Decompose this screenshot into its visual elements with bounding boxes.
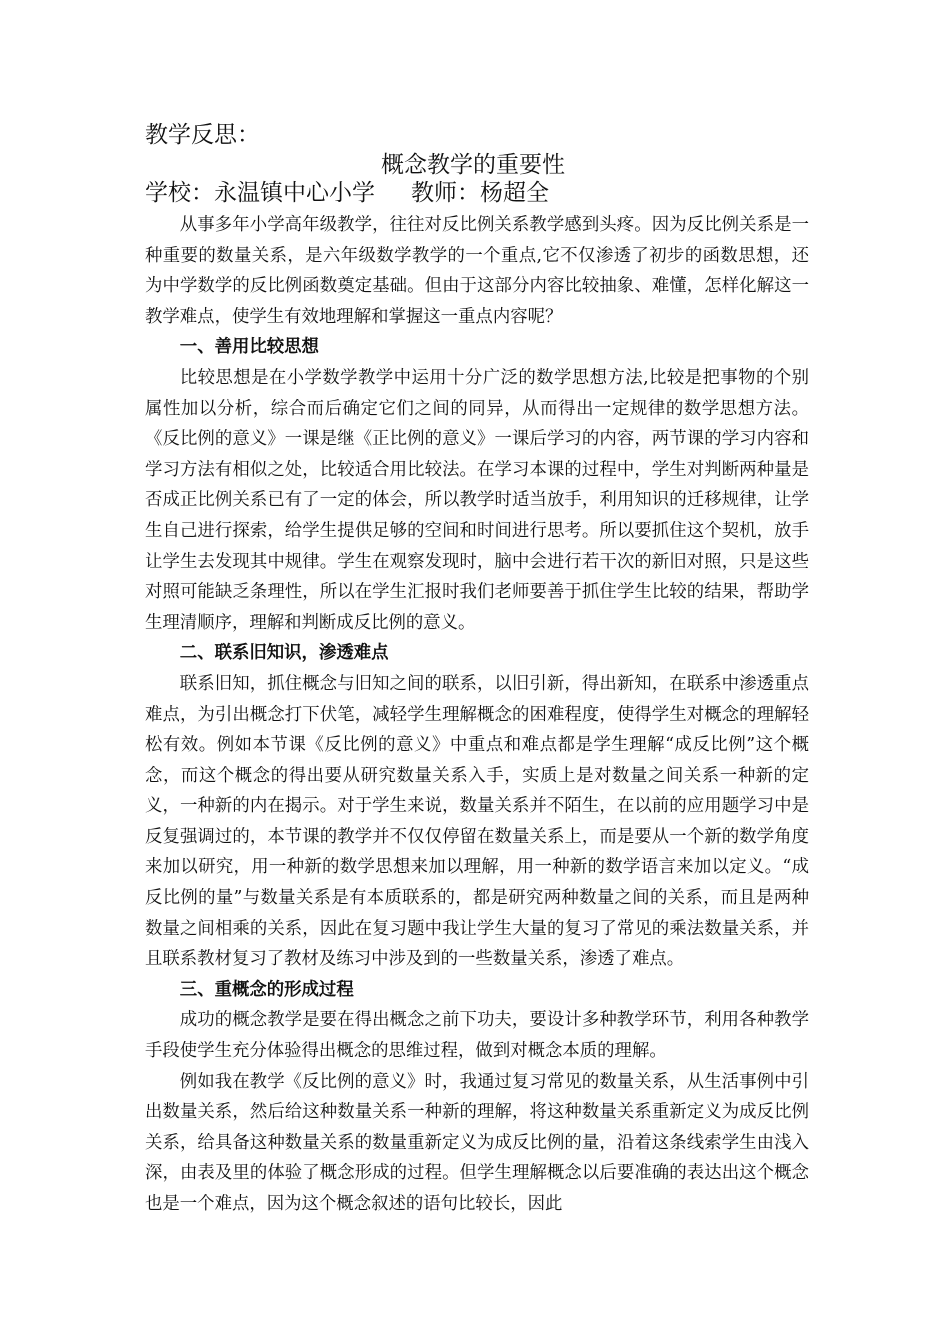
document-page — [145, 118, 809, 1220]
school-name: 学校：永温镇中心小学 — [145, 180, 375, 206]
byline — [145, 178, 809, 208]
section-1-paragraph-1: 比较思想是在小学数学教学中运用十分广泛的数学思想方法,比较是把事物的个别属性加以分析，综合而后确定它们之间的同异，从而得出一定规律的数学思想方法。《反比例的意义》一课是继《正比例的意义》一课后学习的内容，两节课的学习内容和学习方法有相似之处，比较适合用比较法。在学习本课的过程中，学生对判断两种量是否成正比例关系已有了一定的体会，所以教学时适当放手，利用知识的迁移规律，让学生自己进行探索，给学生提供足够的空间和时间进行思考。所以要抓住这个契机，放手让学生去发现其中规律。学生在观察发现时，脑中会进行若干次的新旧对照，只是这些对照可能缺乏条理性，所以在学生汇报时我们老师要善于抓住学生比较的结果，帮助学生理清顺序，理解和判断成反比例的意义。 — [145, 367, 809, 633]
intro-paragraph: 从事多年小学高年级教学，往往对反比例关系教学感到头疼。因为反比例关系是一种重要的数量关系，是六年级数学教学的一个重点,它不仅渗透了初步的函数思想，还为中学数学的反比例函数奠定基础。但由于这部分内容比较抽象、难懂，怎样化解这一教学难点，使学生有效地理解和掌握这一重点内容呢？ — [145, 215, 809, 327]
section-3-paragraph-2: 例如我在教学《反比例的意义》时，我通过复习常见的数量关系，从生活事例中引出数量关系，然后给这种数量关系一种新的理解，将这种数量关系重新定义为成反比例关系，给具备这种数量关系的数量重新定义为成反比例的量，沿着这条线索学生由浅入深，由表及里的体验了概念形成的过程。但学生理解概念以后要准确的表达出这个概念也是一个难点，因为这个概念叙述的语句比较长，因此 — [145, 1071, 809, 1214]
section-heading-3: 三、重概念的形成过程 — [179, 979, 354, 1000]
header-label: 教学反思： — [145, 122, 260, 148]
section-heading-2: 二、联系旧知识，渗透难点 — [179, 643, 389, 664]
section-2-paragraph-1: 联系旧知，抓住概念与旧知之间的联系，以旧引新，得出新知，在联系中渗透重点难点，为引出概念打下伏笔，减轻学生理解概念的困难程度，使得学生对概念的理解轻松有效。例如本节课《反比例的意义》中重点和难点都是学生理解“成反比例”这个概念，而这个概念的得出要从研究数量关系入手，实质上是对数量之间关系一种新的定义，一种新的内在揭示。对于学生来说，数量关系并不陌生，在以前的应用题学习中是反复强调过的，本节课的教学并不仅仅停留在数量关系上，而是要从一个新的数学角度来加以研究，用一种新的数学思想来加以理解，用一种新的数学语言来加以定义。“成反比例的量”与数量关系是有本质联系的，都是研究两种数量之间的关系，而且是两种数量之间相乘的关系，因此在复习题中我让学生大量的复习了常见的乘法数量关系，并且联系教材复习了教材及练习中涉及到的一些数量关系，渗透了难点。 — [145, 673, 809, 970]
section-3-paragraph-1: 成功的概念教学是要在得出概念之前下功夫，要设计多种教学环节，利用各种教学手段使学生充分体验得出概念的思维过程，做到对概念本质的理解。 — [145, 1010, 809, 1062]
teacher-name: 教师：杨超全 — [411, 180, 549, 206]
document-title: 概念教学的重要性 — [381, 152, 565, 178]
document-body — [145, 210, 809, 1220]
section-heading-1: 一、善用比较思想 — [179, 337, 319, 358]
